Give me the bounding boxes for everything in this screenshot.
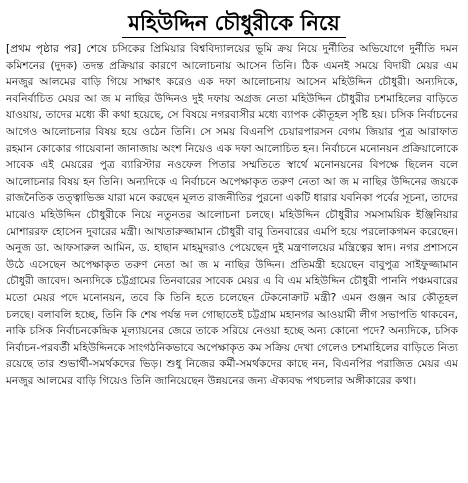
article-paragraph bbox=[6, 41, 458, 389]
top-strip bbox=[8, 0, 308, 6]
article-body bbox=[6, 41, 458, 481]
article-text: শেষে চসিকের প্রিমিয়ার বিশ্ববিদ্যালয়ের ভূমি ক্রয় নিয়ে দুর্নীতির অভিযোগে দুর্নীতি দমন কমিশনের (দুদক) তদন্ত প্রক্রিয়ার কারণে আলোচনায় আসেন তিনি। ঠিক এমনই সময়ে বিদায়ী মেয়র এম মনজুর আলমের বাড়ি গিয়ে সাক্ষাৎ করেও এক দফা আলোচনায় আসেন মহিউদ্দিন চৌধুরী। অন্যদিকে, নবনির্বাচিত মেয়র আ জ ম নাছির উদ্দিনও দুই দফায় অগ্রজ নেতা মহিউদ্দিন চৌধুরীর চশমাহিলের বাড়িতে যাওয়ায়, তাদের মধ্যে কী কথা হয়েছে, সে বিষয়ে নগরবাসীর মধ্যে ব্যাপক কৌতূহল সৃষ্টি হয়। চসিক নির্বাচনের আগেও আলোচনার বিষয় হয়ে ওঠেন তিনি। সে সময় বিএনপি চেয়ারপারসন বেগম জিয়ার পুত্র আরাফাত রহমান কোকোর গায়েবানা জানাজায় অংশ নিয়েও এক দফা আলোচিত হন। নির্বাচনে মনোনয়ন প্রক্রিয়ালোকে সাবেক এই মেয়রের পুত্র ব্যারিস্টার নওফেল পিতার সম্মতিতে স্বার্থে মনোনয়নের বিপক্ষে ছিলেন বলে আলোচনার বিষয় হন তিনি। অন্যদিকে এ নির্বাচনে অপেক্ষাকৃত তরুণ নেতা আ জ ম নাছির উদ্দিনের জয়কে রাজনৈতিক তত্ত্বাভিজ্ঞ যারা মনে করছেন মূলত রাজনীতির পুরনো একটি ধারার যবনিকা পর্বের সূচনা, তাদের মাঝেও মহিউদ্দিন চৌধুরীকে নিয়ে নতুনতর আলোচনা চলছে। মহিউদ্দিন চৌধুরীর সমসাময়িক ইঞ্জিনিয়ার মোশাররফ হোসেন দুবারের মন্ত্রী। আখতারুজ্জামান চৌধুরী বাবু তিনবারের এমপি হয়ে পরলোকগমন করেছেন। অনুজ ডা. আফসারুল আমিন, ড. হাছান মাহমুদরাও পেয়েছেন দুই মন্ত্রণালয়ের মন্ত্রিত্বের স্বাদ। নগর প্রশাসনে উঠে এসেছেন অপেক্ষাকৃত তরুণ নেতা আ জ ম নাছির উদ্দিন। প্রতিমন্ত্রী হয়েছেন বাবুপুত্র সাইফুজ্জামান চৌধুরী জাবেদ। অন্যদিকে চট্টগ্রামের তিনবারের সাবেক মেয়র এ বি এম মহিউদ্দিন চৌধুরী পাননি পঞ্চমবারের মতো মেয়র পদে মনোনয়ন, তবে কি তিনি হতে চলেছেন টেকনোক্রাট মন্ত্রী? এমন গুঞ্জন আর কৌতূহল চলছে। বলাবলি হচ্ছে, তিনি কি শেষ পর্যন্ত দল গোছাতেই চট্টগ্রাম মহানগর আওয়ামী লীগ সভাপতি থাকবেন, নাকি চসিক নির্বাচনকেন্দ্রিক মূল্যায়নের জেরে তাকে সরিয়ে নেওয়া হচ্ছে অন্য কোনো পদে? অন্যদিকে, চসিক নির্বাচন-পরবর্তী মহিউদ্দিনকে সাংগঠনিকভাবে অপেক্ষাকৃত কম সক্রিয় দেখা গেলেও চশমাহিলের বাড়িতে নিত্য রয়েছে তার শুভার্থী-সমর্থকদের ভিড়। শুধু নিজের কর্মী-সমর্থকদের কাছে নন, বিএনপির পরাজিত মেয়র এম মনজুর আলমের বাড়ি গিয়েও তিনি জানিয়েছেন উন্নয়নের জন্য ঐক্যবদ্ধ পথচলার অঙ্গীকারের কথা। bbox=[6, 43, 458, 387]
continuation-label: [প্রথম পৃষ্ঠার পর] bbox=[6, 43, 82, 55]
headline: মহিউদ্দিন চৌধুরীকে নিয়ে bbox=[122, 10, 345, 38]
headline-container bbox=[0, 10, 468, 38]
